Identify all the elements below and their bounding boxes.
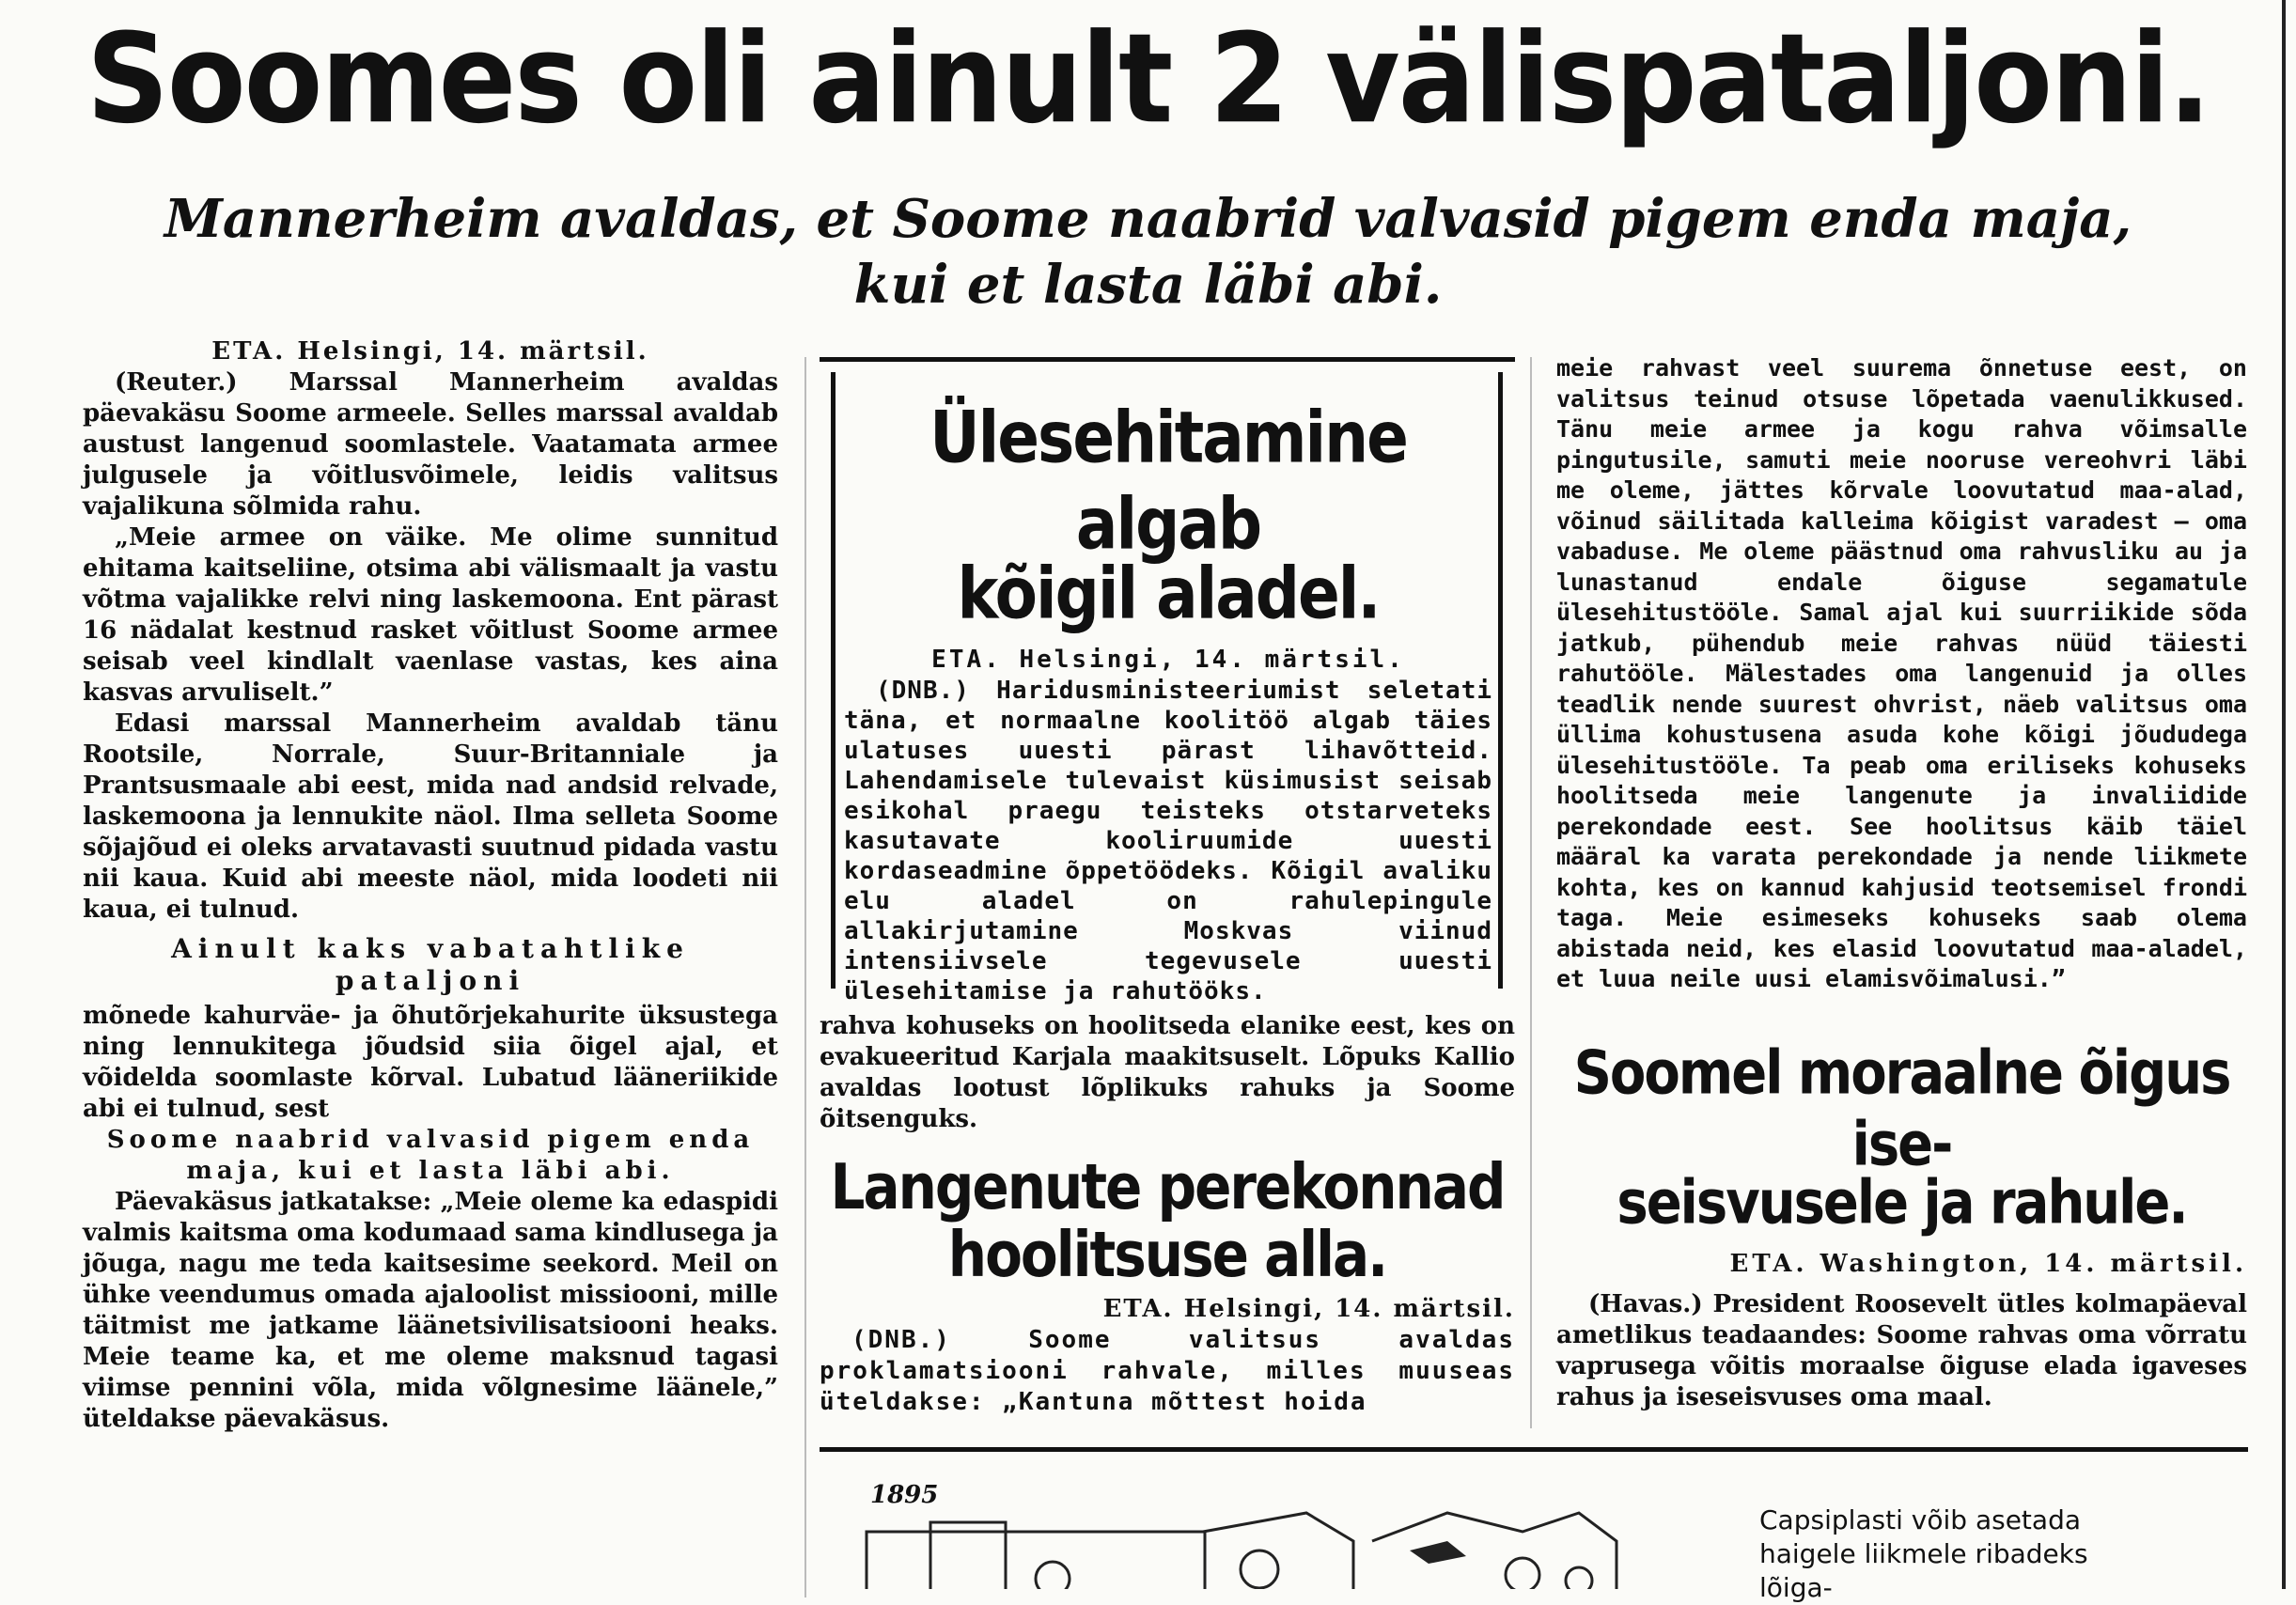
right-title-line-2: seisvusele ja rahule.	[1617, 1167, 2187, 1239]
subheadline	[0, 186, 2296, 318]
left-subheading: Ainult kaks vabatahtlike pataljoni	[171, 933, 690, 996]
cartoon-caption: Capsiplasti võib asetada haigele liikmele ribadeks lõiga-	[1759, 1504, 2088, 1603]
cartoon-panel	[1372, 1513, 1617, 1589]
right-dateline: ETA. Washington, 14. märtsil.	[1729, 1249, 2247, 1278]
langenute-body: (DNB.) Soome valitsus avaldas proklamatsiooni rahvale, milles muuseas üteldakse: „Kantuna mõttest hoida	[820, 1326, 1515, 1416]
middle-continuation	[820, 1011, 1515, 1135]
box-border-left	[831, 372, 836, 989]
box-dateline: ETA. Helsingi, 14. märtsil.	[931, 646, 1405, 674]
cartoon-illustration	[865, 1504, 1748, 1589]
left-column	[83, 336, 778, 1435]
rule	[820, 357, 1515, 362]
right-column	[1556, 353, 2247, 1413]
cartoon-figure-head	[1566, 1567, 1592, 1589]
left-paragraph: mõnede kahurväe- ja õhutõrjekahurite üksustega ning lennukitega jõudsid siia õigel ajal, et võidelda soomlaste kõrval. Lubatud lääneriikide abi ei tulnud, sest	[83, 1002, 778, 1123]
langenute-title-line-2: hoolitsuse alla.	[947, 1217, 1387, 1292]
column-divider	[804, 357, 806, 1597]
middle-continuation-text: rahva kohuseks on hoolitseda elanike eest, kes on evakueeritud Karjala maakitsuselt. Lõpuks Kallio avaldas lootust lõplikuks rahuks ja Soome õitsenguks.	[820, 1012, 1515, 1133]
box-title-line-2: kõigil aladel.	[957, 552, 1380, 635]
langenute-article	[820, 1151, 1515, 1418]
subheadline-line-2: kui et lasta läbi abi.	[853, 254, 1443, 316]
subheadline-line-1: Mannerheim avaldas, et Soome naabrid valvasid pigem enda maja,	[164, 188, 2132, 250]
cartoon-number: 1895	[870, 1481, 939, 1509]
left-dateline: ETA. Helsingi, 14. märtsil.	[211, 337, 649, 366]
cartoon-figure-head	[1036, 1562, 1070, 1589]
left-spaced-emphasis: Soome naabrid valvasid pigem enda maja, kui et lasta läbi abi.	[106, 1126, 755, 1185]
right-title-line-1: Soomel moraalne õigus ise-	[1573, 1037, 2230, 1180]
langenute-title-line-1: Langenute perekonnad	[830, 1149, 1505, 1224]
box-title-line-1: Ülesehitamine algab	[929, 396, 1407, 566]
column-divider	[1530, 357, 1532, 1428]
edge-rule	[2282, 0, 2286, 1589]
left-paragraph: „Meie armee on väike. Me olime sunnitud ehitama kaitseliine, otsima abi välismaalt ja vastu võtma vajalikke relvi ning laskemoona. Ent pärast 16 nädalat kestnud rasket võitlust Soome armee seisab veel kindlalt vaenlase vastas, kes aina kasvas arvuliselt.”	[83, 523, 778, 707]
cartoon-figure-head	[1506, 1558, 1539, 1589]
cartoon-panel	[1203, 1513, 1353, 1589]
rule	[820, 1447, 2248, 1452]
box-article	[844, 395, 1492, 1006]
right-body: (Havas.) President Roosevelt ütles kolmapäeval ametlikus teadaandes: Soome rahvas oma võrratu vaprusega võitis moraalse õiguse elada igaveses rahus ja iseseisvuses oma maal.	[1556, 1289, 2247, 1411]
box-border-right	[1498, 372, 1503, 989]
box-body: (DNB.) Haridusministeeriumist seletati täna, et normaalne koolitöö algab täies ulatuses uuesti pärast lihavõtteid. Lahendamisele tulevaist küsimusist seisab esikohal praegu teisteks otstarveteks kasutavate kooliruumide uuesti kordaseadmine õppetöödeks. Kõigil avaliku elu aladel on rahulepingule allakirjutamine Moskvas viinud intensiivsele tegevusele uuesti ülesehitamise ja rahutööks.	[844, 677, 1492, 1005]
langenute-dateline: ETA. Helsingi, 14. märtsil.	[1102, 1295, 1515, 1323]
main-headline: Soomes oli ainult 2 välispataljoni.	[86, 7, 2210, 151]
right-continuation: meie rahvast veel suurema õnnetuse eest, on valitsus teinud otsuse lõpetada vaenulikkused. Tänu meie armee ja kogu rahva võimsalle pingutusile, samuti meie nooruse vereohvri läbi me oleme, jättes kõrvale loovutatud maa-alad, võinud säilitada kalleima kõigist varadest — oma vabaduse. Me oleme päästnud oma rahvusliku au ja lunastanud endale õiguse segamatule ülesehitustööle. Samal ajal kui suurriikide sõda jatkub, pühendub meie rahvas nüüd täiesti rahutööle. Mälestades oma langenuid ja olles teadlik nende suurest ohvrist, näeb valitsus oma üllima kohustusena asuda kohe kõigi jõududega ülesehitustööle. Ta peab oma eriliseks kohuseks hoolitseda meie langenute ja invaliidide perekondade eest. See hoolitsus käib täiel määral ka varata perekondade ja nende liikmete kohta, kes on kannud kahjusid teotsemisel frondi taga. Meie esimeseks kohuseks saab olema abistada neid, kes elasid loovutatud maa-aladel, et luua neile uusi elamisvõimalusi.”	[1556, 354, 2247, 992]
cartoon-figure-head	[1241, 1550, 1278, 1588]
left-paragraph: Edasi marssal Mannerheim avaldab tänu Rootsile, Norrale, Suur-Britanniale ja Prantsusmaale abi eest, mida nad andsid relvade, laskemoona ja lennukite näol. Ilma selleta Soome sõjajõud ei oleks arvatavasti suutnud pidada vastu nii kaua. Kuid abi meeste näol, mida loodeti nii kaua, ei tulnud.	[83, 709, 778, 924]
left-paragraph: Päevakäsus jatkatakse: „Meie oleme ka edaspidi valmis kaitsma oma kodumaad sama kindlusega ja jõuga, nagu me teda kaitsesime seekord. Meil on ühke veendumus omada ajaloolist missiooni, mille täitmist me jatkame läänetsivilisatsiooni heaks. Meie teame ka, et me oleme maksnud tagasi viimse pennini võla, mida võlgnesime läänele,” üteldakse päevakäsus.	[83, 1188, 778, 1433]
left-paragraph: (Reuter.) Marssal Mannerheim avaldas päevakäsu Soome armeele. Selles marssal avaldab austust langenud soomlastele. Vaatamata armee julgusele ja võitlusvõimele, leidis valitsus vajalikuna sõlmida rahu.	[83, 368, 778, 521]
cartoon-figure-hat	[1410, 1541, 1466, 1564]
